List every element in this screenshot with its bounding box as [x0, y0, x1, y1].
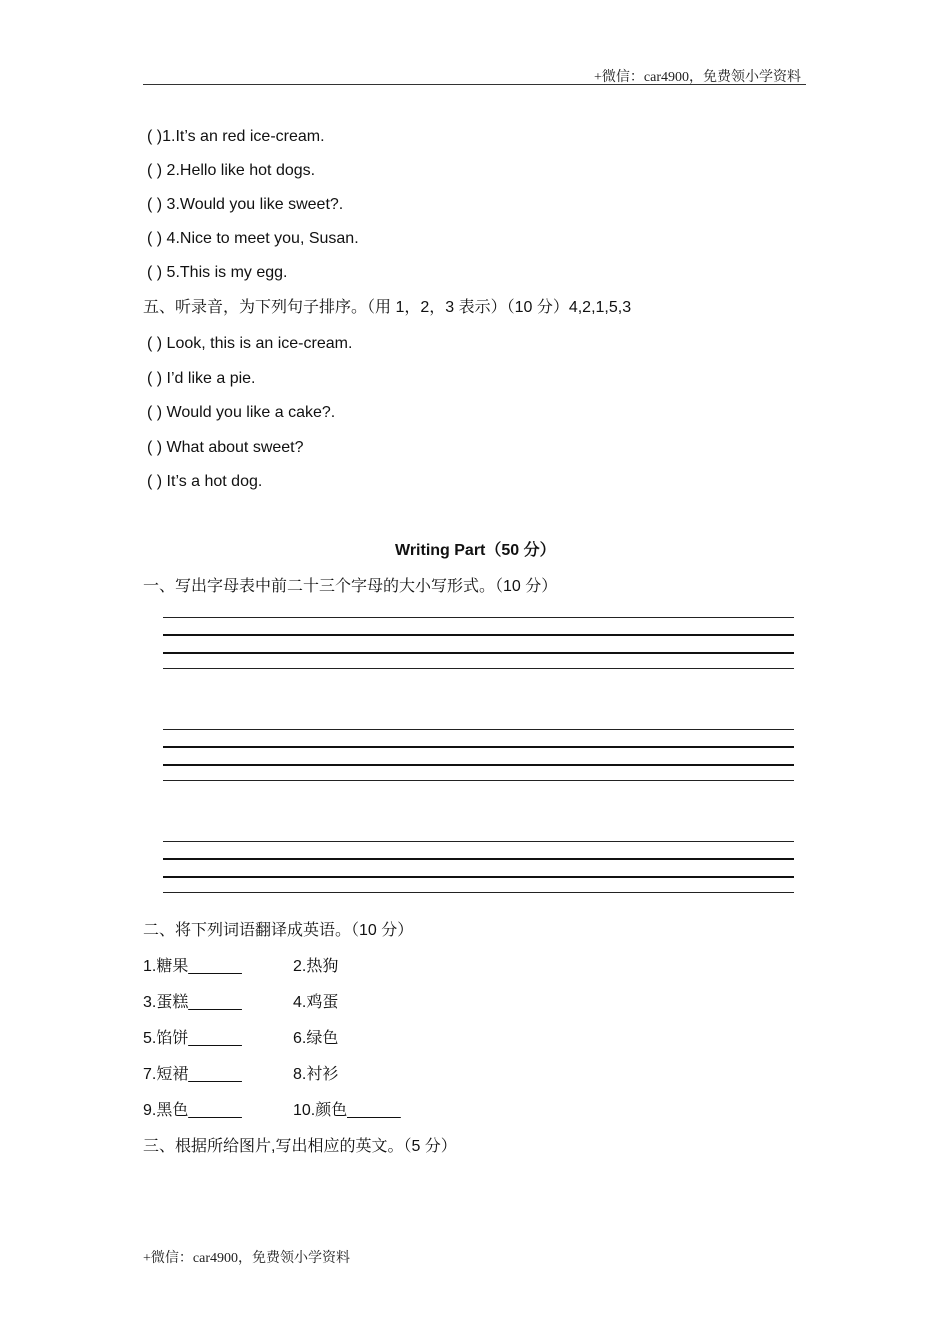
q2-title: 二、将下列词语翻译成英语。（10 分） — [143, 922, 414, 939]
writing-line — [163, 746, 794, 748]
q1-title: 一、写出字母表中前二十三个字母的大小写形式。（10 分） — [143, 578, 558, 595]
q2-word-3: 3.蛋糕______ — [143, 994, 242, 1011]
writing-line — [163, 652, 794, 654]
writing-part-title: Writing Part（50 分） — [395, 542, 556, 559]
s5-item-1: ( ) Look, this is an ice-cream. — [147, 335, 353, 352]
s4-item-2: ( ) 2.Hello like hot dogs. — [147, 162, 316, 179]
q2-word-10: 10.颜色______ — [293, 1102, 401, 1119]
writing-line — [163, 764, 794, 766]
s5-item-4: ( ) What about sweet? — [147, 439, 304, 456]
s4-item-5: ( ) 5.This is my egg. — [147, 264, 288, 281]
writing-line — [163, 841, 794, 842]
writing-line — [163, 668, 794, 669]
s5-title: 五、听录音，为下列句子排序。（用 1，2，3 表示）（10 分）4,2,1,5,3 — [143, 299, 632, 316]
footer-watermark: +微信：car4900，免费领小学资料 — [143, 1251, 350, 1266]
writing-line — [163, 729, 794, 730]
writing-line — [163, 892, 794, 893]
writing-line — [163, 634, 794, 636]
q2-word-7: 7.短裙______ — [143, 1066, 242, 1083]
q2-word-8: 8.衬衫 — [293, 1066, 339, 1083]
q2-word-6: 6.绿色 — [293, 1030, 339, 1047]
writing-line — [163, 780, 794, 781]
writing-line — [163, 617, 794, 618]
q2-word-5: 5.馅饼______ — [143, 1030, 242, 1047]
q2-word-2: 2.热狗 — [293, 958, 339, 975]
s4-item-3: ( ) 3.Would you like sweet?. — [147, 196, 344, 213]
q3-title: 三、根据所给图片,写出相应的英文。（5 分） — [143, 1138, 457, 1155]
q2-word-9: 9.黑色______ — [143, 1102, 242, 1119]
header-watermark: +微信：car4900，免费领小学资料 — [594, 70, 801, 85]
writing-line — [163, 876, 794, 878]
s5-item-2: ( ) I’d like a pie. — [147, 370, 256, 387]
q2-word-1: 1.糖果______ — [143, 958, 242, 975]
s4-item-4: ( ) 4.Nice to meet you, Susan. — [147, 230, 359, 247]
s4-item-1: ( )1.It’s an red ice-cream. — [147, 128, 325, 145]
s5-item-3: ( ) Would you like a cake?. — [147, 404, 336, 421]
q2-word-4: 4.鸡蛋 — [293, 994, 339, 1011]
writing-line — [163, 858, 794, 860]
header-rule — [143, 84, 806, 85]
s5-item-5: ( ) It’s a hot dog. — [147, 473, 263, 490]
